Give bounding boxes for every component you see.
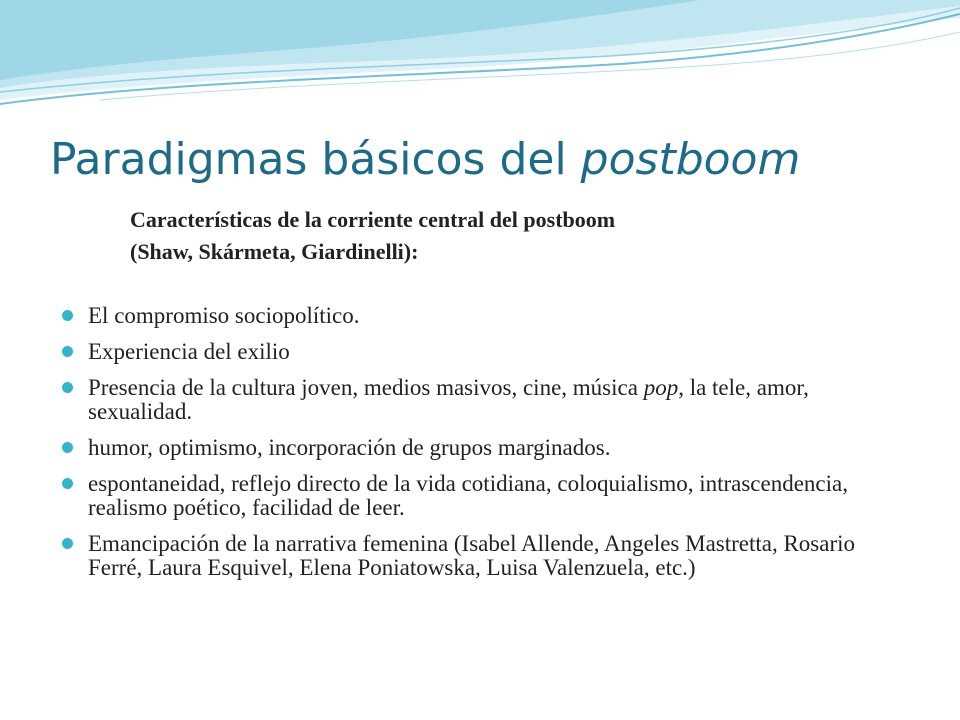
bullet-text: Emancipación de la narrativa femenina (Isabel Allende, Angeles Mastretta, Rosario Ferré, Laura Esquivel, Elena Poniatowska, Luisa Valenzuela, etc.) bbox=[88, 531, 856, 580]
bullet-dot-icon bbox=[62, 382, 73, 393]
bullet-item bbox=[62, 340, 882, 364]
bullet-dot-icon bbox=[62, 478, 73, 489]
bullet-item bbox=[62, 436, 882, 460]
subtitle-line-2: (Shaw, Skármeta, Giardinelli): bbox=[130, 239, 419, 264]
bullet-dot-icon bbox=[62, 310, 73, 321]
bullet-item bbox=[62, 376, 882, 424]
bullet-item bbox=[62, 532, 882, 580]
title-italic: postboom bbox=[580, 134, 801, 185]
bullet-text: Experiencia del exilio bbox=[88, 339, 290, 364]
bullet-item bbox=[62, 304, 882, 328]
bullet-text: espontaneidad, reflejo directo de la vida cotidiana, coloquialismo, intrascendencia, realismo poético, facilidad de leer. bbox=[88, 471, 848, 520]
bullet-text-after: , la tele, amor, sexualidad. bbox=[88, 375, 809, 424]
bullet-text-italic: pop bbox=[643, 375, 679, 400]
bullet-item bbox=[62, 472, 882, 520]
bullet-text: humor, optimismo, incorporación de grupos marginados. bbox=[88, 435, 611, 460]
bullet-dot-icon bbox=[62, 346, 73, 357]
bullet-text-before: Presencia de la cultura joven, medios masivos, cine, música bbox=[88, 375, 644, 400]
header-wave-decoration bbox=[0, 0, 960, 120]
bullet-dot-icon bbox=[62, 538, 73, 549]
bullet-list bbox=[62, 304, 882, 592]
slide-subtitle bbox=[130, 204, 890, 268]
slide-title bbox=[50, 128, 800, 192]
title-main: Paradigmas básicos del bbox=[50, 134, 581, 185]
subtitle-line-1: Características de la corriente central del postboom bbox=[130, 207, 616, 232]
bullet-dot-icon bbox=[62, 442, 73, 453]
bullet-text: El compromiso sociopolítico. bbox=[88, 303, 360, 328]
